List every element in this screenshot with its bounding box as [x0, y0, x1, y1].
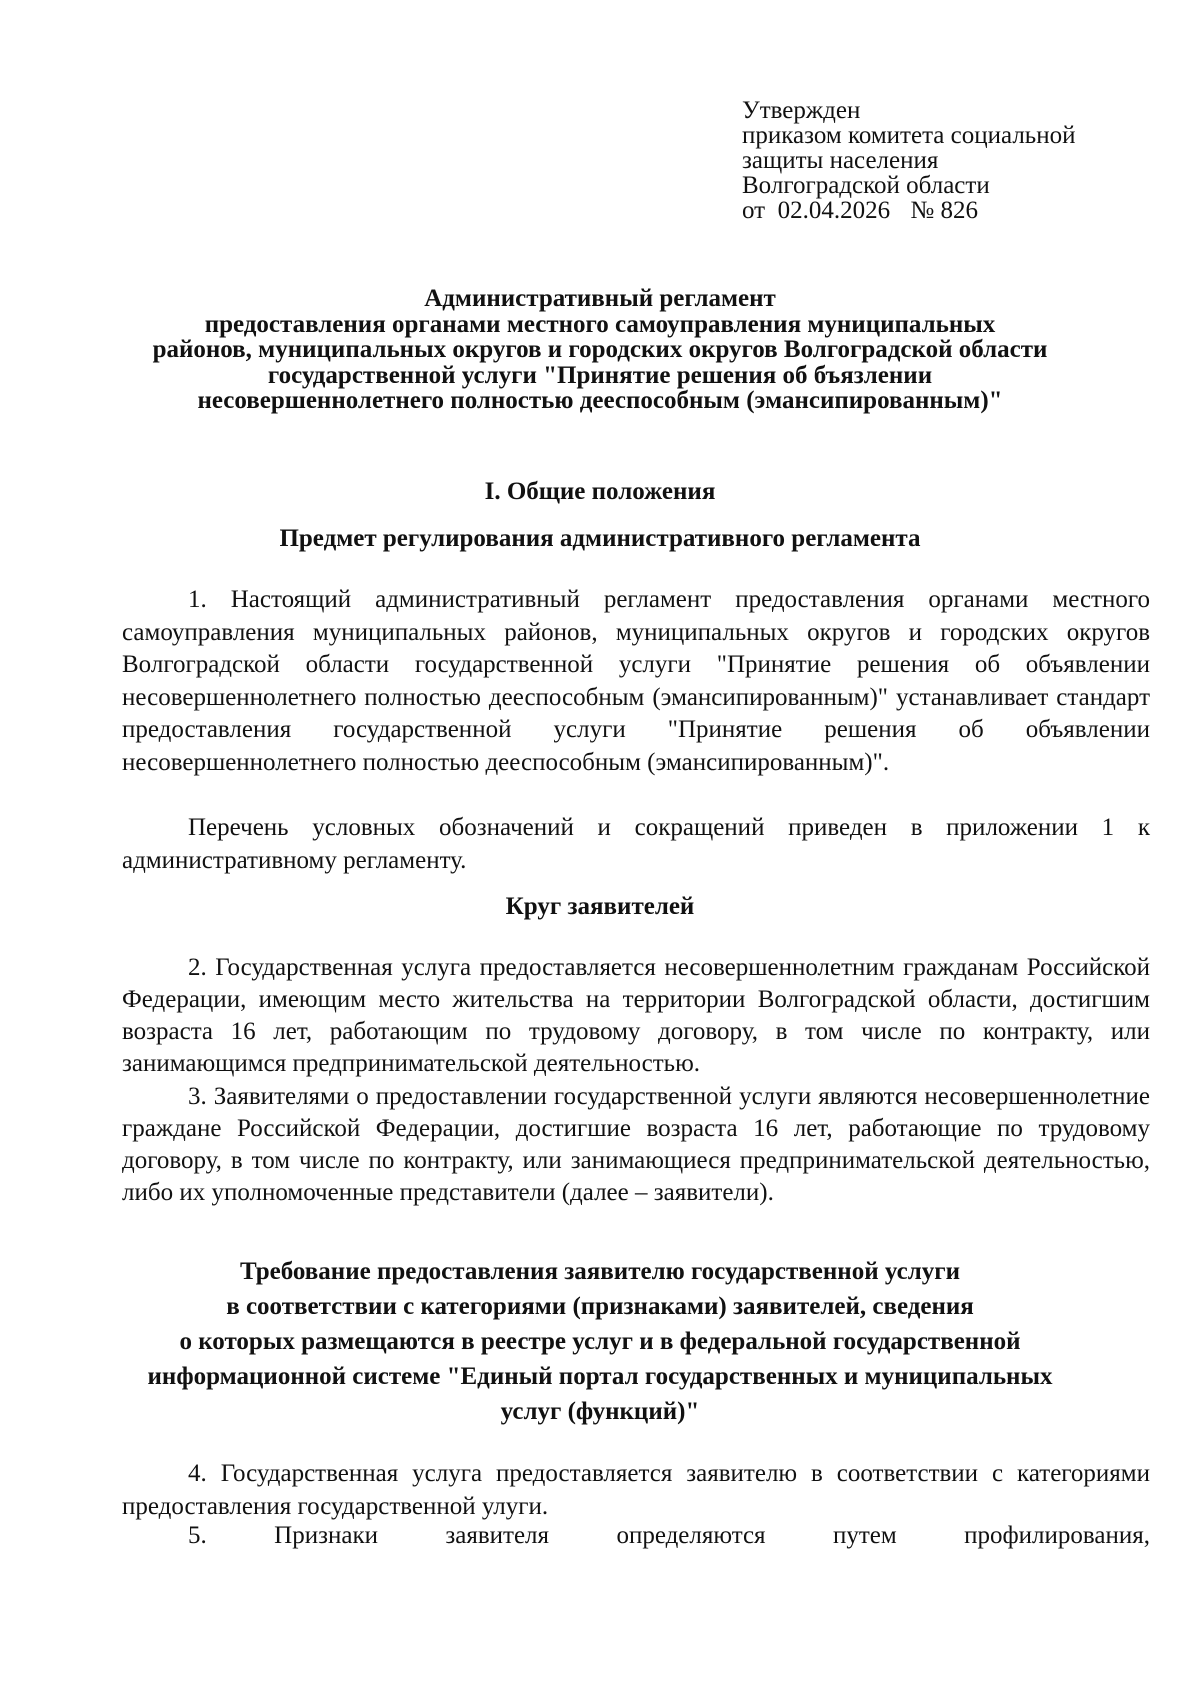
- paragraph-1: 1. Настоящий административный регламент предоставления органами местного самоуправления муниципальных районов, муниципальных округов и городских округов Волгоградской области государственной услуги "Принятие решения об объявлении несовершеннолетнего полностью дееспособным (эмансипированным)" устанавливает стандарт предоставления государственной услуги "Принятие решения об объявлении несовершеннолетнего полностью дееспособным (эмансипированным)".: [122, 586, 1150, 776]
- paragraph-2: 2. Государственная услуга предоставляется несовершеннолетним гражданам Российской Федерации, имеющим место жительства на территории Волгоградской области, достигшим возраста 16 лет, работающим по трудовому договору, в том числе по контракту, или занимающимся предпринимательской деятельностью.: [122, 954, 1150, 1077]
- title-line: Административный регламент: [424, 285, 776, 312]
- paragraph-5: 5. Признаки заявителя определяются путем профилирования,: [188, 1522, 1150, 1549]
- approval-date-prefix: от: [742, 197, 766, 224]
- approval-line: защиты населения: [742, 147, 939, 174]
- subheading-requirement: [100, 1254, 1100, 1429]
- paragraph-abbreviations: Перечень условных обозначений и сокращений приведен в приложении 1 к административному регламенту.: [122, 814, 1150, 874]
- approval-stamp: [742, 98, 1162, 223]
- approval-line: Утвержден: [742, 97, 861, 124]
- requirement-heading-line: информационной системе "Единый портал государственных и муниципальных: [147, 1363, 1053, 1390]
- title-line: предоставления органами местного самоуправления муниципальных: [204, 310, 996, 338]
- approval-date: 02.04.2026: [777, 197, 891, 224]
- approval-line: Волгоградской области: [742, 172, 990, 199]
- title-line: государственной услуги "Принятие решения об бъязлении: [267, 361, 933, 389]
- approval-line: приказом комитета социальной: [742, 122, 1076, 149]
- subheading-applicants: Круг заявителей: [505, 893, 695, 920]
- title-line: районов, муниципальных округов и городских округов Волгоградской области: [152, 336, 1048, 363]
- paragraph-3: 3. Заявителями о предоставлении государственной услуги являются несовершеннолетние граждане Российской Федерации, достигшие возраста 16 лет, работающие по трудовому договору, в том числе по контракту, или занимающиеся предпринимательской деятельностью, либо их уполномоченные представители (далее – заявители).: [122, 1083, 1150, 1206]
- section-heading-general: I. Общие положения: [484, 478, 716, 505]
- document-title: [100, 286, 1100, 414]
- paragraph-4: 4. Государственная услуга предоставляется заявителю в соответствии с категориями предоставления государственной улуги.: [122, 1460, 1150, 1520]
- approval-number: № 826: [910, 197, 978, 224]
- subheading-regulation-subject: Предмет регулирования административного регламента: [279, 525, 921, 552]
- title-line: несовершеннолетнего полностью дееспособным (эмансипированным)": [197, 387, 1003, 414]
- requirement-heading-line: Требование предоставления заявителю государственной услуги: [240, 1258, 960, 1285]
- requirement-heading-line: о которых размещаются в реестре услуг и в федеральной государственной: [179, 1328, 1021, 1355]
- approval-date-line: [742, 198, 1162, 223]
- requirement-heading-line: в соответствии с категориями (признаками) заявителей, сведения: [226, 1293, 974, 1320]
- requirement-heading-line: услуг (функций)": [500, 1398, 700, 1425]
